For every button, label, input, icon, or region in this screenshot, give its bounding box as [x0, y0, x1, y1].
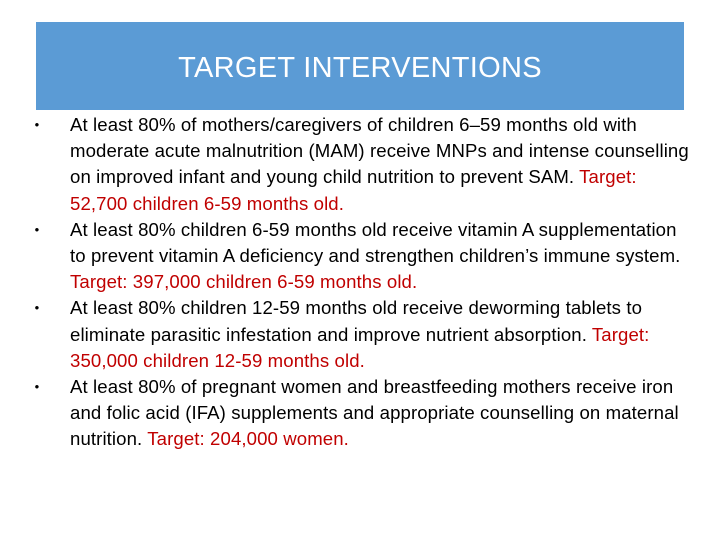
list-item — [30, 295, 690, 374]
bullet-icon: • — [34, 379, 40, 395]
intervention-text: At least 80% of pregnant women and breastfeeding mothers receive iron and folic acid (IFA) supplements and appropriate counselling on maternal nutrition. — [70, 376, 679, 450]
target-text: Target: 350,000 children 12-59 months old. — [70, 323, 650, 371]
target-text: Target: 397,000 children 6-59 months old. — [70, 271, 418, 293]
target-text: Target: 204,000 women. — [147, 428, 349, 450]
list-item — [30, 217, 690, 296]
intervention-text: At least 80% children 12-59 months old receive deworming tablets to eliminate parasitic infestation and improve nutrient absorption. — [70, 297, 643, 345]
bullet-icon: • — [34, 117, 40, 132]
list-item — [30, 374, 690, 453]
bullet-icon: • — [34, 221, 40, 237]
intervention-text: At least 80% of mothers/caregivers of children 6–59 months old with moderate acute malnutrition (MAM) receive MNPs and intense counselling on improved infant and young child nutrition to prevent SAM. — [70, 114, 689, 188]
bullet-icon: • — [34, 300, 40, 316]
slide-title: TARGET INTERVENTIONS — [178, 51, 542, 84]
list-item — [30, 112, 690, 217]
intervention-list — [30, 112, 690, 453]
title-bar — [36, 22, 684, 110]
intervention-text: At least 80% children 6-59 months old receive vitamin A supplementation to prevent vitamin A deficiency and strengthen children’s immune system. — [70, 218, 681, 267]
target-text: Target: 52,700 children 6-59 months old. — [70, 166, 637, 214]
